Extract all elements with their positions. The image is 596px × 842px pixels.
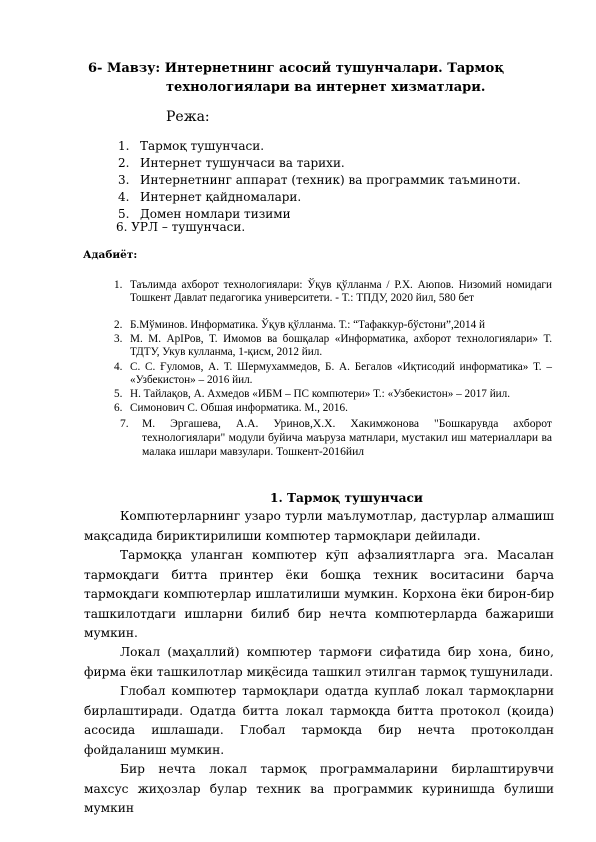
paragraph: Тармоққа уланган компютер кўп афзалиятларга эга. Масалан тармоқдаги битта принтер ёки бошқа техник воситасини барча тармоқдаги компютерлар ишлатилиши мумкин. Корхона ёки бирон-бир ташкилотдаги ишларни билиб бир нечта компютерларда бажариши мумкин. — [84, 548, 554, 640]
paragraph: Компютерларнинг узаро турли маълумотлар, дастурлар алмашиш мақсадида бириктирилиши компютер тармоқлари дейилади. — [84, 509, 554, 543]
plan-item: 3. Интернетнинг аппарат (техник) ва программик таъминоти. — [118, 173, 521, 187]
plan-item-6: 6. УРЛ – тушунчаси. — [116, 220, 246, 234]
literature-item: 3. М. М. АрІРов, Т. Имомов ва бошқалар «Информатика, ахборот технологиялари» Т. ТДТУ, Укув кулланма, 1-қисм, 2012 йил. — [114, 333, 552, 359]
section-heading: 1. Тармоқ тушунчаси — [270, 491, 423, 505]
paragraph: Бир нечта локал тармоқ программаларини бирлаштирувчи махсус жиҳозлар булар техник ва программик куринишда булиши мумкин — [84, 762, 554, 815]
literature-item: 4. С. С. Ғуломов, А. Т. Шермухаммедов, Б. А. Бегалов «Иқтисодий информатика» Т. – «Узбекистон» – 2016 йил. — [114, 361, 552, 387]
plan-item: 4. Интернет қайдномалари. — [118, 190, 302, 204]
literature-item: 7. М. Эргашева, А.А. Уринов,Х.Х. Хакимжонова "Бошкарувда ахборот технологиялари" модули буйича маъруза матнлари, мустакил иш материаллари ва малака ишлари мавзулари. Тошкент-2016йил — [120, 417, 552, 458]
literature-heading: Адабиёт: — [83, 249, 138, 261]
plan-item: 1. Тармоқ тушунчаси. — [118, 139, 265, 153]
plan-item: 5. Домен номлари тизими — [118, 207, 291, 221]
topic-title-line-1: 6- Мавзу: Интернетнинг асосий тушунчалари. Тармоқ — [88, 61, 505, 76]
plan-list — [118, 138, 521, 223]
plan-heading: Режа: — [166, 109, 210, 125]
literature-item: 5. Н. Тайлақов, А. Ахмедов «ИБМ – ПС компютери» Т.: «Узбекистон» – 2017 йил. — [114, 388, 511, 400]
literature-item: 1. Таълимда ахборот технологиялари: Ўқув қўлланма / Р.Х. Аюпов. Низомий номидаги Тошкент Давлат педагогика университети. - Т.: ТПДУ, 2020 йил, 580 бет — [114, 279, 552, 305]
paragraph: Глобал компютер тармоқлари одатда куплаб локал тармоқларни бирлаштиради. Одатда битта локал тармоқда битта протокол (қоида) асосида ишлашади. Глобал тармоқда бир нечта протоколдан фойдаланиш мумкин. — [84, 684, 554, 757]
literature-item: 2. Б.Мўминов. Информатика. Ўқув қўлланма. Т.: “Тафаккур-бўстони”,2014 й — [114, 319, 485, 331]
topic-title-line-2: технологиялари ва интернет хизматлари. — [166, 80, 486, 95]
literature-item: 6. Симонович С. Обшая информатика. М., 2016. — [114, 402, 348, 414]
paragraph: Локал (маҳаллий) компютер тармоғи сифатида бир хона, бино, фирма ёки ташкилотлар миқёсида ташкил этилган тармоқ тушунилади. — [84, 645, 554, 679]
plan-item: 2. Интернет тушунчаси ва тарихи. — [118, 156, 345, 170]
